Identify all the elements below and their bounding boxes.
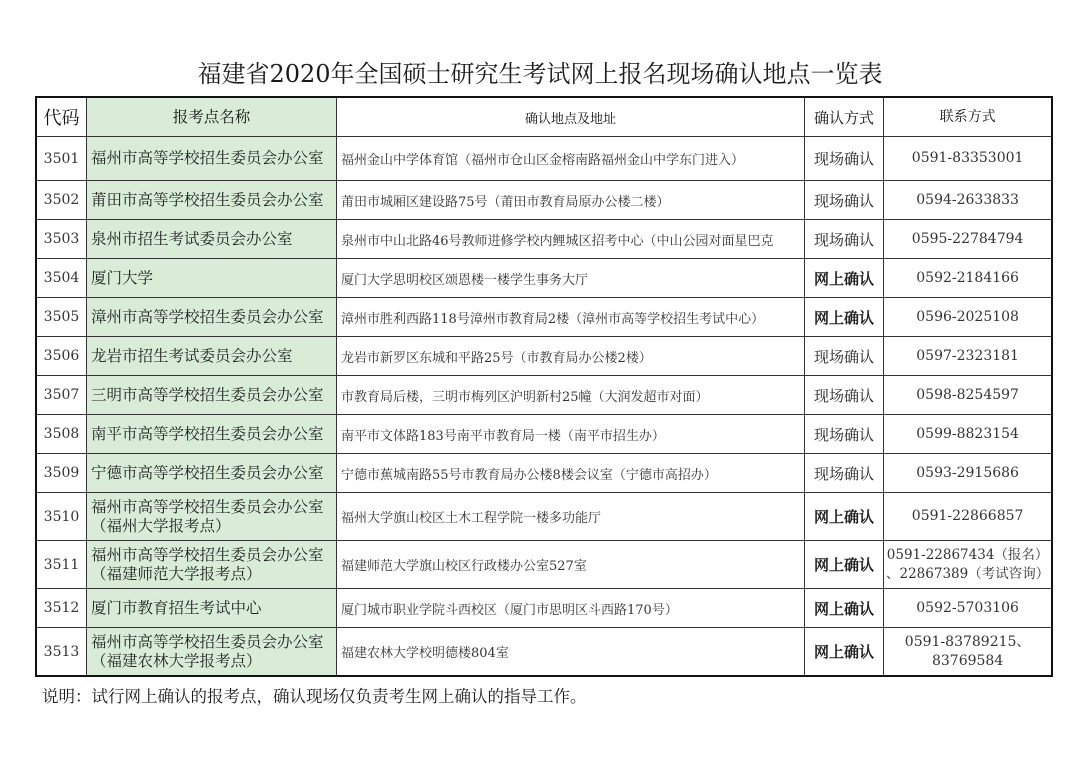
cell-name: 泉州市招生考试委员会办公室 [87,220,337,259]
cell-address: 厦门城市职业学院斗西校区（厦门市思明区斗西路170号） [337,589,805,628]
cell-code: 3505 [36,298,87,337]
cell-address: 龙岩市新罗区东城和平路25号（市教育局办公楼2楼） [337,337,805,376]
cell-method: 现场确认 [805,181,884,220]
header-name: 报考点名称 [87,97,337,137]
cell-code: 3513 [36,628,87,677]
header-method: 确认方式 [805,97,884,137]
cell-name: 宁德市高等学校招生委员会办公室 [87,454,337,493]
cell-code: 3510 [36,493,87,541]
confirmation-sites-table [35,96,1053,677]
cell-method: 网上确认 [805,589,884,628]
cell-code: 3503 [36,220,87,259]
cell-method: 现场确认 [805,337,884,376]
cell-address: 福建师范大学旗山校区行政楼办公室527室 [337,541,805,589]
cell-code: 3507 [36,376,87,415]
header-address: 确认地点及地址 [337,97,805,137]
table-row [36,337,1052,376]
cell-method: 网上确认 [805,628,884,677]
cell-contact: 0591-22866857 [884,493,1053,541]
cell-name [87,628,337,677]
footnote: 说明：试行网上确认的报考点，确认现场仅负责考生网上确认的指导工作。 [42,687,587,706]
cell-method: 网上确认 [805,259,884,298]
cell-name: 厦门市教育招生考试中心 [87,589,337,628]
cell-code: 3509 [36,454,87,493]
cell-address: 南平市文体路183号南平市教育局一楼（南平市招生办） [337,415,805,454]
table-row [36,415,1052,454]
cell-name: 福州市高等学校招生委员会办公室 [87,137,337,181]
contact-line-1: 0591-22867434（报名） [886,546,1049,563]
cell-address: 市教育局后楼，三明市梅列区沪明新村25幢（大润发超市对面） [337,376,805,415]
cell-method: 网上确认 [805,493,884,541]
table-row [36,628,1052,677]
cell-name-sub: （福州大学报考点） [91,516,231,535]
table-row [36,376,1052,415]
cell-contact: 0597-2323181 [884,337,1053,376]
cell-name-main: 福州市高等学校招生委员会办公室 [91,545,324,564]
cell-name-main: 福州市高等学校招生委员会办公室 [91,632,324,651]
table-row [36,493,1052,541]
header-contact: 联系方式 [884,97,1053,137]
cell-name: 漳州市高等学校招生委员会办公室 [87,298,337,337]
cell-address: 福州大学旗山校区土木工程学院一楼多功能厅 [337,493,805,541]
table-row [36,541,1052,589]
cell-contact: 0595-22784794 [884,220,1053,259]
cell-name: 厦门大学 [87,259,337,298]
cell-address: 福州金山中学体育馆（福州市仓山区金榕南路福州金山中学东门进入） [337,137,805,181]
cell-address: 厦门大学思明校区颂恩楼一楼学生事务大厅 [337,259,805,298]
cell-contact: 0599-8823154 [884,415,1053,454]
table-row [36,589,1052,628]
cell-name: 莆田市高等学校招生委员会办公室 [87,181,337,220]
page-title: 福建省2020年全国硕士研究生考试网上报名现场确认地点一览表 [197,60,883,88]
cell-contact: 0591-83353001 [884,137,1053,181]
cell-contact: 0593-2915686 [884,454,1053,493]
cell-address: 漳州市胜利西路118号漳州市教育局2楼（漳州市高等学校招生考试中心） [337,298,805,337]
cell-contact [884,541,1053,589]
cell-contact: 0594-2633833 [884,181,1053,220]
cell-method: 现场确认 [805,137,884,181]
table-row [36,137,1052,181]
contact-line-2: 83769584 [931,652,1004,669]
cell-code: 3504 [36,259,87,298]
cell-name: 三明市高等学校招生委员会办公室 [87,376,337,415]
cell-name: 龙岩市招生考试委员会办公室 [87,337,337,376]
table-row [36,298,1052,337]
cell-code: 3512 [36,589,87,628]
cell-address: 泉州市中山北路46号教师进修学校内鲤城区招考中心（中山公园对面星巴克 [337,220,805,259]
table-row [36,220,1052,259]
cell-name: 南平市高等学校招生委员会办公室 [87,415,337,454]
cell-name-main: 福州市高等学校招生委员会办公室 [91,497,324,516]
cell-method: 现场确认 [805,376,884,415]
cell-method: 网上确认 [805,541,884,589]
table-header-row [36,97,1052,137]
cell-name [87,541,337,589]
table-row [36,454,1052,493]
contact-line-1: 0591-83789215、 [904,633,1031,650]
cell-code: 3506 [36,337,87,376]
cell-contact: 0596-2025108 [884,298,1053,337]
contact-line-2: 、22867389（考试咨询） [886,565,1050,582]
table-row [36,181,1052,220]
cell-method: 现场确认 [805,454,884,493]
cell-method: 现场确认 [805,220,884,259]
cell-code: 3502 [36,181,87,220]
cell-address: 宁德市蕉城南路55号市教育局办公楼8楼会议室（宁德市高招办） [337,454,805,493]
cell-code: 3508 [36,415,87,454]
cell-code: 3511 [36,541,87,589]
cell-contact: 0592-2184166 [884,259,1053,298]
cell-address: 莆田市城厢区建设路75号（莆田市教育局原办公楼二楼） [337,181,805,220]
cell-contact: 0598-8254597 [884,376,1053,415]
cell-address: 福建农林大学校明德楼804室 [337,628,805,677]
cell-name-sub: （福建师范大学报考点） [91,564,262,583]
cell-contact [884,628,1053,677]
cell-name [87,493,337,541]
cell-contact: 0592-5703106 [884,589,1053,628]
cell-method: 现场确认 [805,415,884,454]
header-code: 代码 [36,97,87,137]
cell-code: 3501 [36,137,87,181]
cell-name-sub: （福建农林大学报考点） [91,651,262,670]
cell-method: 网上确认 [805,298,884,337]
table-row [36,259,1052,298]
